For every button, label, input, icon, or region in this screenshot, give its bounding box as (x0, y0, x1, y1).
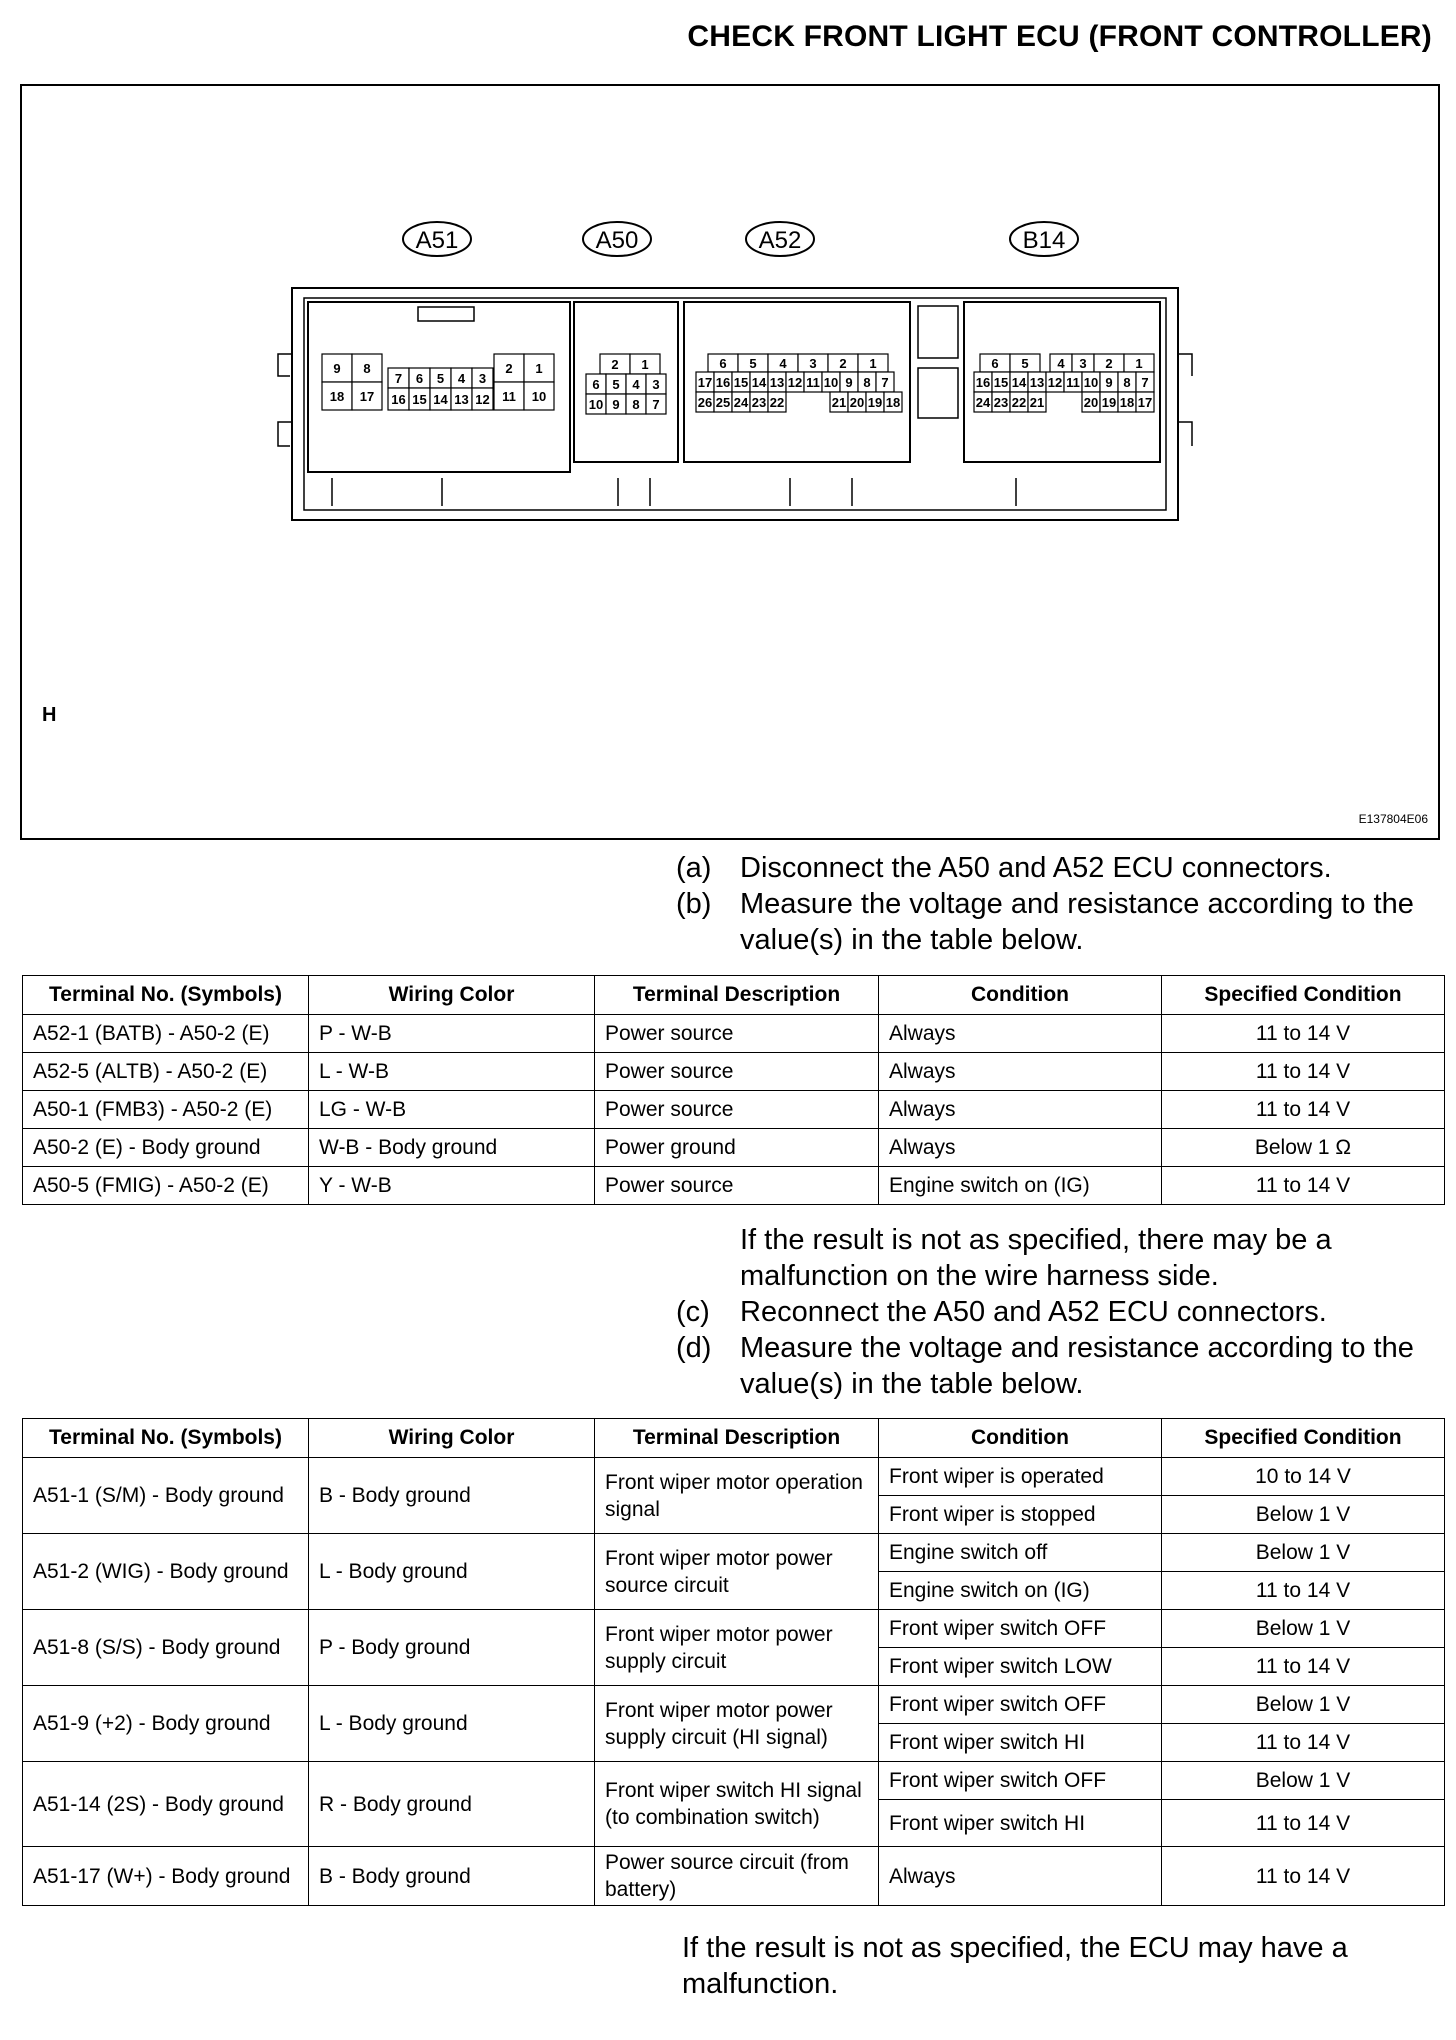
table-cell: Engine switch on (IG) (879, 1167, 1162, 1205)
column-header: Terminal Description (595, 976, 879, 1015)
table-cell: 11 to 14 V (1162, 1724, 1445, 1762)
terminal-number: 8 (363, 361, 371, 376)
terminal-number: 8 (1123, 375, 1131, 390)
table-header-row (23, 1419, 1445, 1458)
terminal-number: 14 (1011, 375, 1027, 390)
terminal-number: 22 (1011, 395, 1027, 410)
terminal-number: 17 (697, 375, 713, 390)
table-cell: Always (879, 1847, 1162, 1906)
table-row (23, 1610, 1445, 1648)
connector-diagram (22, 86, 1438, 838)
table-cell: L - W-B (309, 1053, 595, 1091)
table-row (23, 1015, 1445, 1053)
table-cell: Y - W-B (309, 1167, 595, 1205)
connector-label: A52 (758, 227, 802, 254)
table-cell: Power source circuit (from battery) (595, 1847, 879, 1906)
terminal-number: 1 (535, 361, 543, 376)
terminal-number: 5 (612, 377, 620, 392)
terminal-number: 9 (333, 361, 341, 376)
table-cell: Power source (595, 1091, 879, 1129)
terminal-number: 13 (454, 392, 469, 407)
step-marker: (c) (676, 1296, 710, 1328)
terminal-number: 26 (697, 395, 713, 410)
terminal-number: 8 (863, 375, 871, 390)
table-cell: Engine switch on (IG) (879, 1572, 1162, 1610)
table-cell: A51-1 (S/M) - Body ground (23, 1458, 309, 1534)
table-cell: A51-8 (S/S) - Body ground (23, 1610, 309, 1686)
terminal-number: 21 (831, 395, 847, 410)
table-cell: P - Body ground (309, 1610, 595, 1686)
terminal-number: 6 (415, 371, 424, 386)
housing-slot (918, 368, 958, 418)
terminal-number: 3 (478, 371, 487, 386)
terminal-number: 22 (769, 395, 785, 410)
terminal-number: 11 (502, 389, 516, 404)
terminal-number: 3 (809, 356, 817, 371)
terminal-number: 6 (719, 356, 727, 371)
table-cell: Always (879, 1015, 1162, 1053)
column-header: Terminal Description (595, 1419, 879, 1458)
step-b (676, 886, 1416, 958)
terminal-number: 25 (715, 395, 731, 410)
step-c (676, 1294, 1416, 1330)
connector-figure (20, 84, 1440, 840)
terminal-number: 4 (632, 377, 640, 392)
table-cell: Front wiper motor power supply circuit (HI signal) (595, 1686, 879, 1762)
column-header: Wiring Color (309, 1419, 595, 1458)
connector-label: B14 (1022, 227, 1066, 254)
table-cell: Engine switch off (879, 1534, 1162, 1572)
table-cell: R - Body ground (309, 1762, 595, 1847)
table-cell: A52-1 (BATB) - A50-2 (E) (23, 1015, 309, 1053)
table-cell: A52-5 (ALTB) - A50-2 (E) (23, 1053, 309, 1091)
terminal-number: 12 (787, 375, 803, 390)
terminal-number: 7 (394, 371, 403, 386)
terminal-number: 12 (475, 392, 490, 407)
steps-cd (676, 1294, 1416, 1402)
table-cell: Below 1 V (1162, 1534, 1445, 1572)
table-cell: Below 1 Ω (1162, 1129, 1445, 1167)
terminal-number: 16 (715, 375, 731, 390)
table-cell: Below 1 V (1162, 1686, 1445, 1724)
table-cell: Below 1 V (1162, 1610, 1445, 1648)
terminal-number: 18 (885, 395, 901, 410)
terminal-number: 9 (612, 397, 620, 412)
table-cell: Power source (595, 1053, 879, 1091)
terminal-number: 5 (1021, 356, 1029, 371)
table-cell: Front wiper motor operation signal (595, 1458, 879, 1534)
table-header-row (23, 976, 1445, 1015)
terminal-number: 16 (391, 392, 406, 407)
connector-key-A51 (418, 307, 474, 321)
terminal-number: 23 (751, 395, 767, 410)
table-cell: A51-14 (2S) - Body ground (23, 1762, 309, 1847)
table-cell: A51-2 (WIG) - Body ground (23, 1534, 309, 1610)
terminal-number: 5 (436, 371, 445, 386)
terminal-number: 14 (433, 392, 448, 407)
step-marker: (d) (676, 1332, 712, 1364)
step-text: Measure the voltage and resistance according to the value(s) in the table below. (740, 888, 1414, 956)
table-cell: 11 to 14 V (1162, 1053, 1445, 1091)
terminal-number: 9 (845, 375, 853, 390)
terminal-number: 4 (457, 371, 466, 386)
table-cell: A51-9 (+2) - Body ground (23, 1686, 309, 1762)
step-text: Reconnect the A50 and A52 ECU connectors. (740, 1296, 1327, 1328)
terminal-number: 24 (733, 395, 749, 410)
connector-label: A50 (595, 227, 639, 254)
step-marker: (b) (676, 888, 712, 920)
table-cell: A50-1 (FMB3) - A50-2 (E) (23, 1091, 309, 1129)
housing-tab (332, 478, 1016, 506)
terminal-number: 1 (1135, 356, 1143, 371)
terminal-number: 2 (505, 361, 513, 376)
terminal-number: 23 (993, 395, 1009, 410)
table-cell: LG - W-B (309, 1091, 595, 1129)
terminal-number: 11 (806, 375, 820, 390)
table-cell: 11 to 14 V (1162, 1800, 1445, 1847)
terminal-number: 1 (869, 356, 877, 371)
terminal-number: 7 (652, 397, 660, 412)
table-cell: L - Body ground (309, 1686, 595, 1762)
table-cell: A51-17 (W+) - Body ground (23, 1847, 309, 1906)
step-text: Measure the voltage and resistance according to the value(s) in the table below. (740, 1332, 1414, 1400)
terminal-number: 6 (991, 356, 999, 371)
table-row (23, 1129, 1445, 1167)
terminal-number: 2 (839, 356, 847, 371)
terminal-number: 2 (611, 357, 619, 372)
terminal-number: 10 (531, 389, 547, 404)
table-cell: Front wiper switch LOW (879, 1648, 1162, 1686)
terminal-number: 21 (1029, 395, 1045, 410)
table-cell: B - Body ground (309, 1847, 595, 1906)
column-header: Condition (879, 1419, 1162, 1458)
table-cell: Always (879, 1091, 1162, 1129)
terminal-number: 8 (632, 397, 640, 412)
table-row (23, 1091, 1445, 1129)
terminal-number: 4 (779, 356, 787, 371)
table-row (23, 1458, 1445, 1496)
terminal-number: 19 (867, 395, 883, 410)
table-cell: 11 to 14 V (1162, 1167, 1445, 1205)
table-cell: Front wiper is stopped (879, 1496, 1162, 1534)
column-header: Specified Condition (1162, 976, 1445, 1015)
page-title: CHECK FRONT LIGHT ECU (FRONT CONTROLLER) (687, 20, 1432, 53)
terminal-number: 2 (1105, 356, 1113, 371)
terminal-number: 11 (1066, 375, 1080, 390)
step-a (676, 850, 1416, 886)
terminal-number: 10 (588, 397, 604, 412)
table-cell: Front wiper motor power supply circuit (595, 1610, 879, 1686)
table-cell: 11 to 14 V (1162, 1015, 1445, 1053)
terminal-number: 20 (1083, 395, 1099, 410)
step-text: Disconnect the A50 and A52 ECU connectors. (740, 852, 1332, 884)
table-cell: Front wiper switch HI signal (to combination switch) (595, 1762, 879, 1847)
table-cell: 11 to 14 V (1162, 1091, 1445, 1129)
table-cell: A50-2 (E) - Body ground (23, 1129, 309, 1167)
terminal-number: 1 (641, 357, 649, 372)
terminal-number: 12 (1047, 375, 1063, 390)
terminal-number: 17 (1137, 395, 1153, 410)
column-header: Wiring Color (309, 976, 595, 1015)
table-cell: P - W-B (309, 1015, 595, 1053)
table-cell: 11 to 14 V (1162, 1847, 1445, 1906)
figure-code: E137804E06 (1358, 812, 1428, 826)
spec-table-2 (22, 1418, 1445, 1906)
table-cell: B - Body ground (309, 1458, 595, 1534)
table-cell: 10 to 14 V (1162, 1458, 1445, 1496)
step-d (676, 1330, 1416, 1402)
terminal-number: 5 (749, 356, 757, 371)
table-row (23, 1762, 1445, 1800)
table-cell: Front wiper switch OFF (879, 1686, 1162, 1724)
column-header: Terminal No. (Symbols) (23, 976, 309, 1015)
table-cell: Front wiper switch OFF (879, 1762, 1162, 1800)
terminal-number: 7 (881, 375, 889, 390)
table-cell: Front wiper switch HI (879, 1724, 1162, 1762)
terminal-number: 16 (975, 375, 991, 390)
terminal-number: 15 (993, 375, 1009, 390)
terminal-number: 18 (329, 389, 345, 404)
terminal-number: 20 (849, 395, 865, 410)
table-cell: Power ground (595, 1129, 879, 1167)
table-cell: Power source (595, 1015, 879, 1053)
terminal-number: 7 (1141, 375, 1149, 390)
terminal-number: 19 (1101, 395, 1117, 410)
table-cell: W-B - Body ground (309, 1129, 595, 1167)
table-cell: 11 to 14 V (1162, 1572, 1445, 1610)
terminal-number: 10 (823, 375, 839, 390)
table-cell: A50-5 (FMIG) - A50-2 (E) (23, 1167, 309, 1205)
terminal-number: 17 (359, 389, 375, 404)
terminal-number: 10 (1083, 375, 1099, 390)
connector-label: A51 (415, 227, 459, 254)
table-cell: L - Body ground (309, 1534, 595, 1610)
table-cell: Front wiper switch OFF (879, 1610, 1162, 1648)
terminal-number: 15 (733, 375, 749, 390)
terminal-number: 9 (1105, 375, 1113, 390)
terminal-number: 15 (412, 392, 427, 407)
figure-side-letter: H (42, 704, 57, 726)
table-row (23, 1053, 1445, 1091)
step-marker: (a) (676, 852, 712, 884)
terminal-number: 14 (751, 375, 767, 390)
note-wire-harness: If the result is not as specified, there may be a malfunction on the wire harness side. (740, 1224, 1332, 1292)
column-header: Condition (879, 976, 1162, 1015)
terminal-number: 13 (769, 375, 785, 390)
table-row (23, 1686, 1445, 1724)
table-cell: Always (879, 1129, 1162, 1167)
table-cell: Power source (595, 1167, 879, 1205)
spec-table-1 (22, 975, 1445, 1205)
terminal-number: 18 (1119, 395, 1135, 410)
table-cell: 11 to 14 V (1162, 1648, 1445, 1686)
table-cell: Always (879, 1053, 1162, 1091)
table-cell: Front wiper switch HI (879, 1800, 1162, 1847)
column-header: Terminal No. (Symbols) (23, 1419, 309, 1458)
table-cell: Front wiper is operated (879, 1458, 1162, 1496)
terminal-number: 3 (652, 377, 660, 392)
terminal-number: 4 (1057, 356, 1065, 371)
table-row (23, 1847, 1445, 1906)
housing-slot (918, 306, 958, 358)
table-row (23, 1534, 1445, 1572)
terminal-number: 13 (1029, 375, 1045, 390)
table-cell: Front wiper motor power source circuit (595, 1534, 879, 1610)
terminal-number: 6 (592, 377, 600, 392)
column-header: Specified Condition (1162, 1419, 1445, 1458)
table-row (23, 1167, 1445, 1205)
note-ecu-malfunction: If the result is not as specified, the ECU may have a malfunction. (682, 1932, 1348, 2000)
terminal-number: 24 (975, 395, 991, 410)
table-cell: Below 1 V (1162, 1496, 1445, 1534)
terminal-number: 3 (1079, 356, 1087, 371)
table-cell: Below 1 V (1162, 1762, 1445, 1800)
steps-ab (676, 850, 1416, 958)
